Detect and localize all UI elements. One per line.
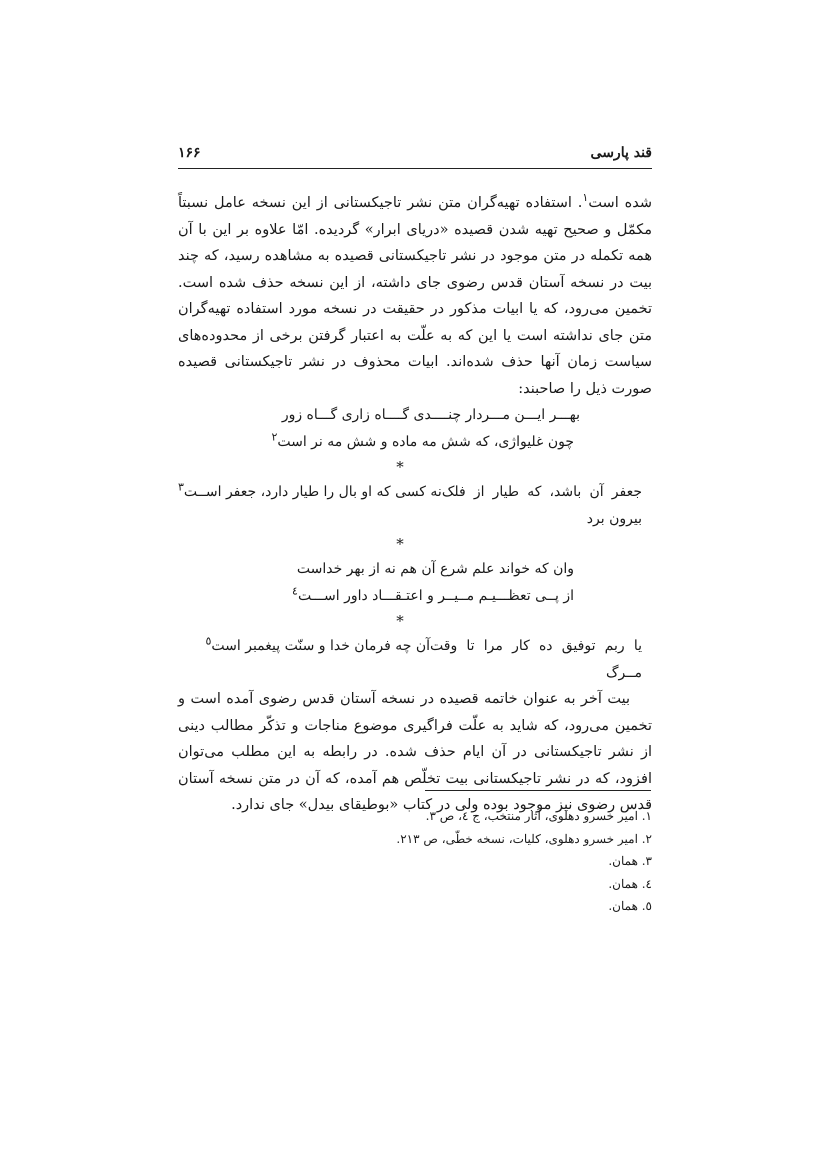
verse-separator-3: * bbox=[396, 612, 404, 630]
main-text bbox=[178, 190, 652, 819]
verse-3-line-2-text: از پــی تعظـــیـم مــیــر و اعتـقـــاد داور اســـت bbox=[297, 587, 574, 604]
running-header bbox=[178, 145, 652, 167]
paragraph-1 bbox=[178, 190, 652, 402]
verse-2-hemistich-2 bbox=[178, 479, 442, 506]
verse-3-line-2 bbox=[178, 583, 652, 610]
footnotes bbox=[178, 805, 652, 918]
verse-2-hemistich-2-text: نه کسی که او بال را طیار دارد، جعفر اســت bbox=[183, 484, 442, 500]
verse-4-hemistich-2-text: آن چه فرمان خدا و سنّت پیغمبر است bbox=[211, 638, 430, 654]
verse-4-hemistich-2 bbox=[205, 633, 430, 660]
verse-1-line-2-text: چون غلیواژی، که شش مه ماده و شش مه نر است bbox=[277, 433, 574, 450]
footnote-ref-3: ۳ bbox=[178, 480, 184, 494]
footnote-rule bbox=[425, 790, 651, 791]
footnote-ref-5: ٥ bbox=[205, 634, 212, 648]
verse-2-hemistich-1: جعفر آن باشد، که طیار از فلک بیرون برد bbox=[441, 484, 642, 527]
paragraph-1-rest: . استفاده تهیه‌گران متن نشر تاجیکستانی از این نسخه عامل نسبتاً مکمّل و صحیح تهیه شدن قصیده «دریای ابرار» گردیده. امّا علاوه بر این با آن همه تکمله در متن موجود در نشر تاجیکستانی قصیده به مشاهده رسید، که چند بیت در نسخه آستان قدس رضوی جای داشته، از این نسخه حذف شده است. تخمین می‌رود، که یا ابیات مذکور در حقیقت در نسخه مورد استفاده تهیه‌گران متن جای نداشته است یا این که به علّت به اعتبار گرفتن برخی از محدوده‌های سیاست زمان آنها حذف شده‌اند. ابیات محذوف در نشر تاجیکستانی قصیده صورت ذیل را صاحبند: bbox=[178, 195, 652, 397]
footnote-ref-4: ٤ bbox=[292, 583, 298, 597]
footnote-2: ۲. امیر خسرو دهلوی، کلیات، نسخه خطّی، ص ۲۱۳. bbox=[396, 831, 652, 846]
verse-4-hemistich-1: یا ربم توفیق ده کار مرا تا وقت مــرگ bbox=[430, 638, 642, 681]
header-rule bbox=[178, 168, 652, 169]
footnote-5: ٥. همان. bbox=[608, 899, 652, 913]
footnote-ref-1: ۱ bbox=[582, 191, 589, 205]
footnote-ref-2: ۲ bbox=[271, 429, 278, 443]
page-number: ۱۶۶ bbox=[178, 145, 201, 161]
verse-1-line-2 bbox=[178, 429, 652, 456]
verse-separator-2: * bbox=[396, 535, 404, 553]
footnote-4: ٤. همان. bbox=[608, 876, 652, 891]
verse-3-line-1: وان که خواند علم شرع آن هم نه از بهر خداست bbox=[296, 561, 574, 577]
paragraph-1-start: شده است bbox=[588, 195, 652, 211]
footnote-3: ۳. همان. bbox=[608, 854, 652, 868]
verse-4 bbox=[178, 633, 652, 686]
running-title: قند پارسی bbox=[590, 145, 652, 161]
verse-separator-1: * bbox=[396, 458, 404, 476]
verse-2 bbox=[178, 479, 652, 532]
verse-1-line-1: بهـــر ایـــن مـــردار چنــــدی گــــاه زاری گـــاه زور bbox=[281, 407, 580, 423]
paragraph-2: بیت آخر به عنوان خاتمه قصیده در نسخه آستان قدس رضوی آمده است و تخمین می‌رود، که شاید به علّت فراگیری موضوع مناجات و تذکّر مطالب دینی از نشر تاجیکستانی در آن ایام حذف شده. در رابطه به این مطلب می‌توان افزود، که در نشر تاجیکستانی بیت تخلّص هم آمده، که آن در متن نسخه آستان قدس رضوی نیز موجود بوده ولی در کتاب «بوطیقای بیدل» جای ندارد. bbox=[178, 691, 652, 813]
footnote-1: ۱. امیر خسرو دهلوی، آثار منتخب، ج ٤، ص ۳. bbox=[425, 809, 652, 823]
